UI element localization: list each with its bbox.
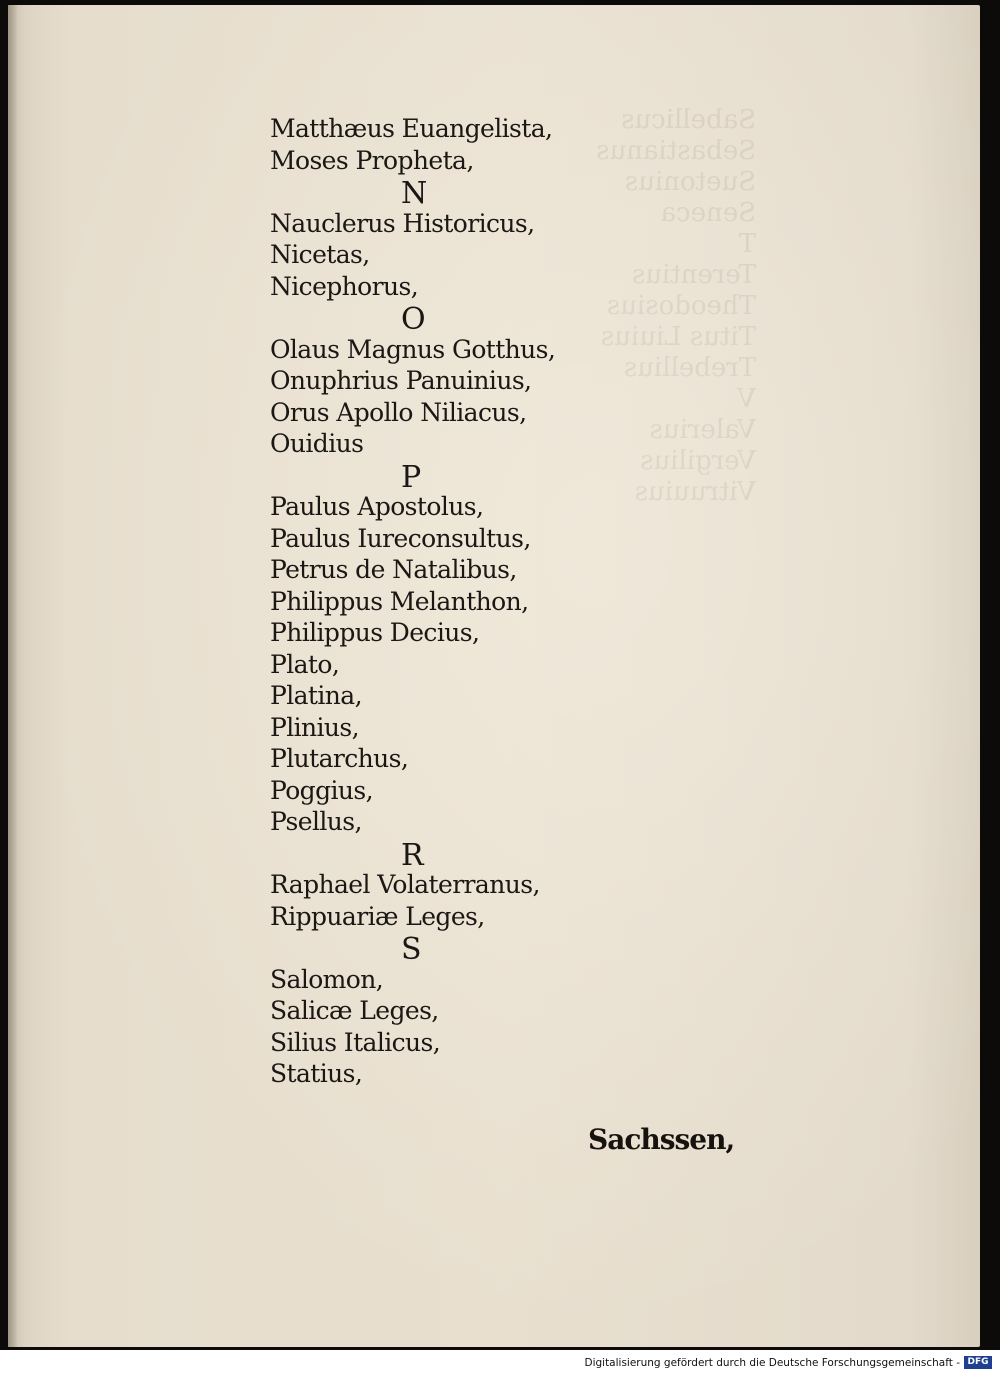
author-entry: Orus Apollo Niliacus, xyxy=(270,397,527,427)
section-letter: N xyxy=(401,176,428,211)
section-letter: P xyxy=(401,459,422,495)
section-letter: R xyxy=(401,837,424,873)
author-entry: Nauclerus Historicus, xyxy=(270,208,535,238)
author-entry: Philippus Decius, xyxy=(270,618,480,647)
author-entry: Plato, xyxy=(270,649,340,679)
author-entry: Petrus de Natalibus, xyxy=(270,555,517,584)
author-entry: Plinius, xyxy=(270,712,359,742)
author-entry: Philippus Melanthon, xyxy=(270,586,529,616)
author-entry: Raphael Volaterranus, xyxy=(270,870,540,899)
section-letter: O xyxy=(401,302,426,337)
author-entry: Platina, xyxy=(270,681,362,710)
author-entry: Paulus Iureconsultus, xyxy=(270,523,531,553)
author-entry: Nicephorus, xyxy=(270,271,419,301)
author-entry: Poggius, xyxy=(270,775,373,805)
author-entry: Paulus Apostolus, xyxy=(270,492,484,521)
author-entry: Matthæus Euangelista, xyxy=(270,114,553,143)
author-entry: Salomon, xyxy=(270,964,384,994)
author-index-list xyxy=(270,113,610,1090)
digitization-footer xyxy=(0,1352,1000,1374)
author-entry: Moses Propheta, xyxy=(270,145,474,175)
book-page xyxy=(8,5,980,1347)
author-entry: Salicæ Leges, xyxy=(270,996,439,1025)
bleed-through-shadow: Sabellicus Sebastianus Suetonius Seneca T Terentius Theodosius Titus Liuius Trebellius V Valerius Vergilius Vitruuius xyxy=(596,105,756,507)
author-entry: Rippuariæ Leges, xyxy=(270,901,485,931)
author-entry: Plutarchus, xyxy=(270,744,409,773)
dfg-logo: DFG xyxy=(964,1356,992,1369)
author-entry: Psellus, xyxy=(270,807,362,836)
section-letter: S xyxy=(401,932,422,967)
catchword: Sachssen, xyxy=(588,1123,735,1156)
author-entry: Ouidius xyxy=(270,429,364,458)
author-entry: Statius, xyxy=(270,1059,363,1088)
funding-credit: Digitalisierung gefördert durch die Deutsche Forschungsgemeinschaft - xyxy=(584,1357,960,1369)
author-entry: Olaus Magnus Gotthus, xyxy=(270,334,556,364)
author-entry: Nicetas, xyxy=(270,240,370,269)
author-entry: Onuphrius Panuinius, xyxy=(270,366,532,395)
author-entry: Silius Italicus, xyxy=(270,1027,441,1057)
